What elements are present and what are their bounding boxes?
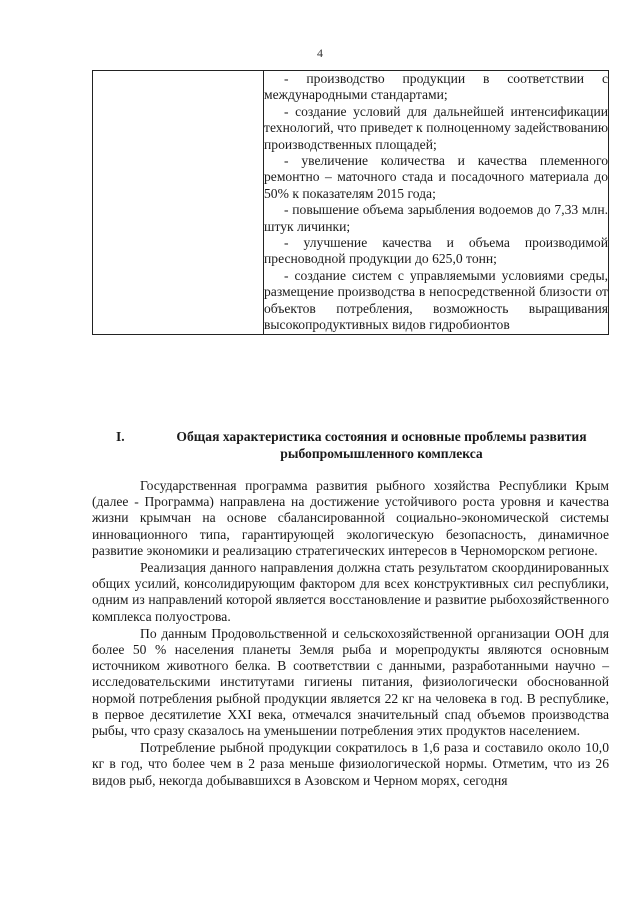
paragraph: Потребление рыбной продукции сократилось в 1,6 раза и составило около 10,0 кг в год, что более чем в 2 раза меньше физиологической нормы. Отметим, что из 26 видов рыб, некогда добывавшихся в Азовском и Черном морях, сегодня <box>92 740 609 788</box>
body-text <box>92 478 609 789</box>
bullet-item: - повышение объема зарыбления водоемов до 7,33 млн. штук личинки; <box>264 202 608 234</box>
bullet-item: - создание систем с управляемыми условиями среды, размещение производства в непосредственной близости от объектов потребления, возможность выращивания высокопродуктивных видов гидробионтов <box>264 267 608 333</box>
bullet-item: - создание условий для дальнейшей интенсификации технологий, что приведет к полноценному задействованию производственных площадей; <box>264 103 608 152</box>
bullet-item: - производство продукции в соответствии с международными стандартами; <box>264 71 608 103</box>
bullet-table <box>92 70 609 335</box>
empty-table-cell <box>93 71 264 335</box>
section-number: I. <box>116 429 125 444</box>
bullet-item: - увеличение количества и качества племенного ремонтно – маточного стада и посадочного материала до 50% к показателям 2015 года; <box>264 153 608 201</box>
paragraph: По данным Продовольственной и сельскохозяйственной организации ООН для более 50 % населения планеты Земля рыба и морепродукты являются основным источником животного белка. В соответствии с данными, разработанными научно – исследовательскими институтами гигиены питания, физиологически обоснованной нормой потребления рыбной продукции является 22 кг на человека в год. В республике, в первое десятилетие XXI века, отмечался значительный спад объемов производства рыбы, что сразу сказалось на уменьшении потребления этих продуктов населением. <box>92 625 609 739</box>
section-heading <box>92 428 609 462</box>
page-number: 4 <box>317 46 323 60</box>
bullet-list-cell <box>264 71 609 335</box>
section-title: Общая характеристика состояния и основные проблемы развития рыбопромышленного комплекса <box>176 429 587 461</box>
bullet-item: - улучшение качества и объема производимой пресноводной продукции до 625,0 тонн; <box>264 235 608 267</box>
paragraph: Государственная программа развития рыбного хозяйства Республики Крым (далее - Программа) направлена на достижение устойчивого роста уровня и качества жизни крымчан на основе сбалансированной социально-экономической системы инновационного типа, гарантирующей экологическую безопасность, динамичное развитие экономики и реализацию стратегических интересов в Черноморском регионе. <box>92 478 609 558</box>
paragraph: Реализация данного направления должна стать результатом скоординированных общих усилий, консолидирующим фактором для всех конструктивных сил республики, одним из направлений которой является восстановление и развитие рыбохозяйственного комплекса полуострова. <box>92 560 609 624</box>
